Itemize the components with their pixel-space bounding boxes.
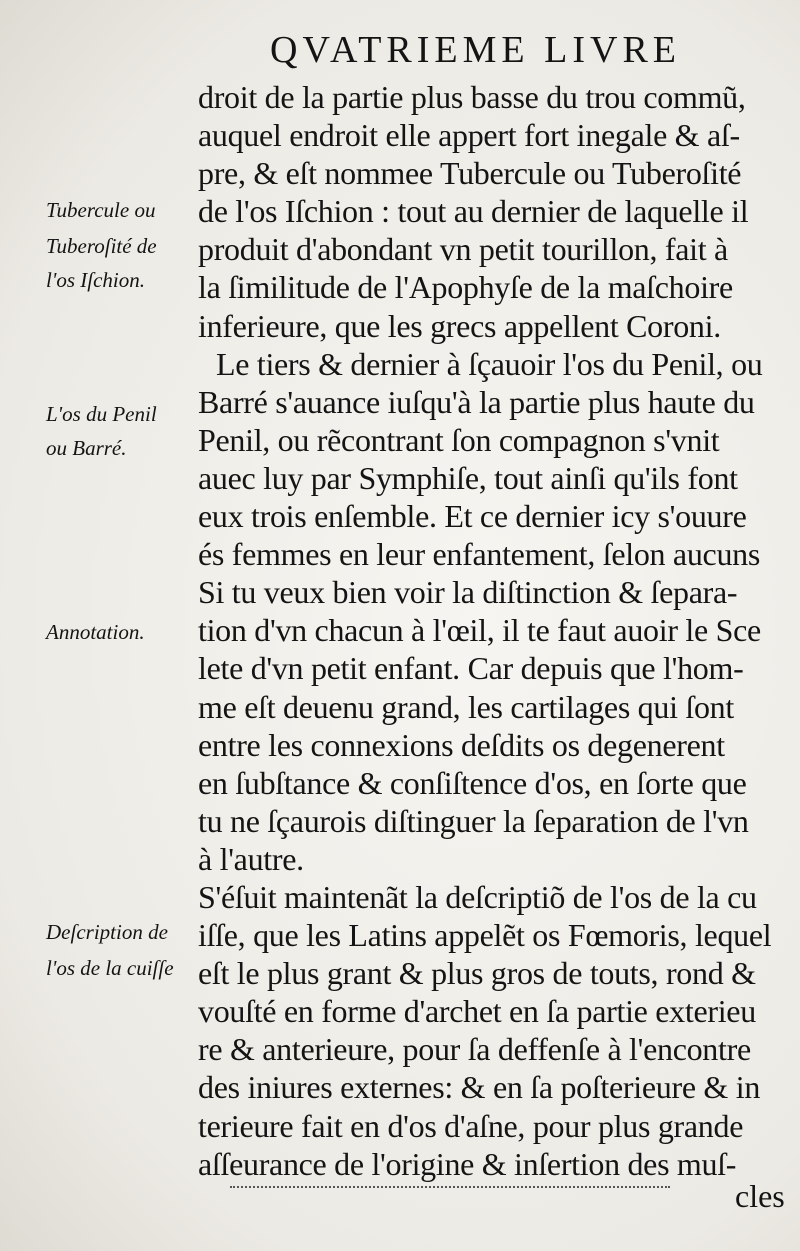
text-line: Le tiers & dernier à ſçauoir l'os du Penil, ou	[216, 345, 763, 382]
text-line: S'éſuit maintenãt la deſcriptiõ de l'os de la cu	[198, 878, 757, 915]
text-line: Si tu veux bien voir la diſtinction & ſepara-	[198, 574, 738, 611]
text-line: terieure fait en d'os d'aſne, pour plus grande	[198, 1107, 744, 1144]
margin-note-tubercule: Tuberoſité de	[46, 234, 157, 258]
catchword: cles	[735, 1178, 785, 1214]
margin-note-penil: ou Barré.	[46, 436, 127, 460]
text-line: tion d'vn chacun à l'œil, il te faut auoir le Sce	[198, 612, 761, 649]
text-line: lete d'vn petit enfant. Car depuis que l'hom-	[198, 650, 744, 687]
text-line: la ſimilitude de l'Apophyſe de la maſchoire	[198, 269, 733, 306]
text-line: me eſt deuenu grand, les cartilages qui ſont	[198, 688, 734, 725]
margin-note-description: Deſcription de	[46, 920, 168, 944]
margin-note-penil: L'os du Penil	[46, 402, 157, 426]
text-line: eſt le plus grant & plus gros de touts, rond &	[198, 955, 756, 992]
footer-rule	[230, 1186, 670, 1188]
margin-note-description: l'os de la cuiſſe	[46, 956, 174, 980]
margin-note-tubercule: l'os Iſchion.	[46, 268, 145, 292]
text-line: de l'os Iſchion : tout au dernier de laquelle il	[198, 193, 749, 230]
text-line: Penil, ou rẽcontrant ſon compagnon s'vnit	[198, 421, 720, 458]
text-line: auec luy par Symphiſe, tout ainſi qu'ils font	[198, 459, 738, 496]
text-line: iſſe, que les Latins appelẽt os Fœmoris, lequel	[198, 917, 772, 954]
text-line: droit de la partie plus basse du trou commũ,	[198, 79, 746, 115]
text-line: inferieure, que les grecs appellent Coroni.	[198, 307, 721, 344]
text-line: à l'autre.	[198, 840, 304, 877]
main-text-block	[198, 78, 783, 1183]
text-line: produit d'abondant vn petit tourillon, fait à	[198, 231, 728, 268]
running-header: QVATRIEME LIVRE	[270, 29, 682, 71]
text-line: aſſeurance de l'origine & inſertion des muſ-	[198, 1145, 737, 1182]
text-line: auquel endroit elle appert fort inegale & aſ-	[198, 117, 740, 154]
text-line: Barré s'auance iuſqu'à la partie plus haute du	[198, 383, 755, 420]
margin-note-annotation: Annotation.	[46, 620, 145, 644]
text-line: vouſté en forme d'archet en ſa partie exterieu	[198, 993, 756, 1030]
text-line: pre, & eſt nommee Tubercule ou Tuberoſité	[198, 155, 742, 192]
text-line: re & anterieure, pour ſa deffenſe à l'encontre	[198, 1031, 751, 1068]
text-line: tu ne ſçaurois diſtinguer la ſeparation de l'vn	[198, 802, 749, 839]
margin-note-tubercule: Tubercule ou	[46, 198, 156, 222]
text-line: és femmes en leur enfantement, ſelon aucuns	[198, 536, 760, 573]
text-line: entre les connexions deſdits os degenerent	[198, 726, 725, 763]
text-line: eux trois enſemble. Et ce dernier icy s'ouure	[198, 498, 747, 535]
text-line: en ſubſtance & conſiſtence d'os, en ſorte que	[198, 764, 747, 801]
text-line: des iniures externes: & en ſa poſterieure & in	[198, 1069, 761, 1106]
